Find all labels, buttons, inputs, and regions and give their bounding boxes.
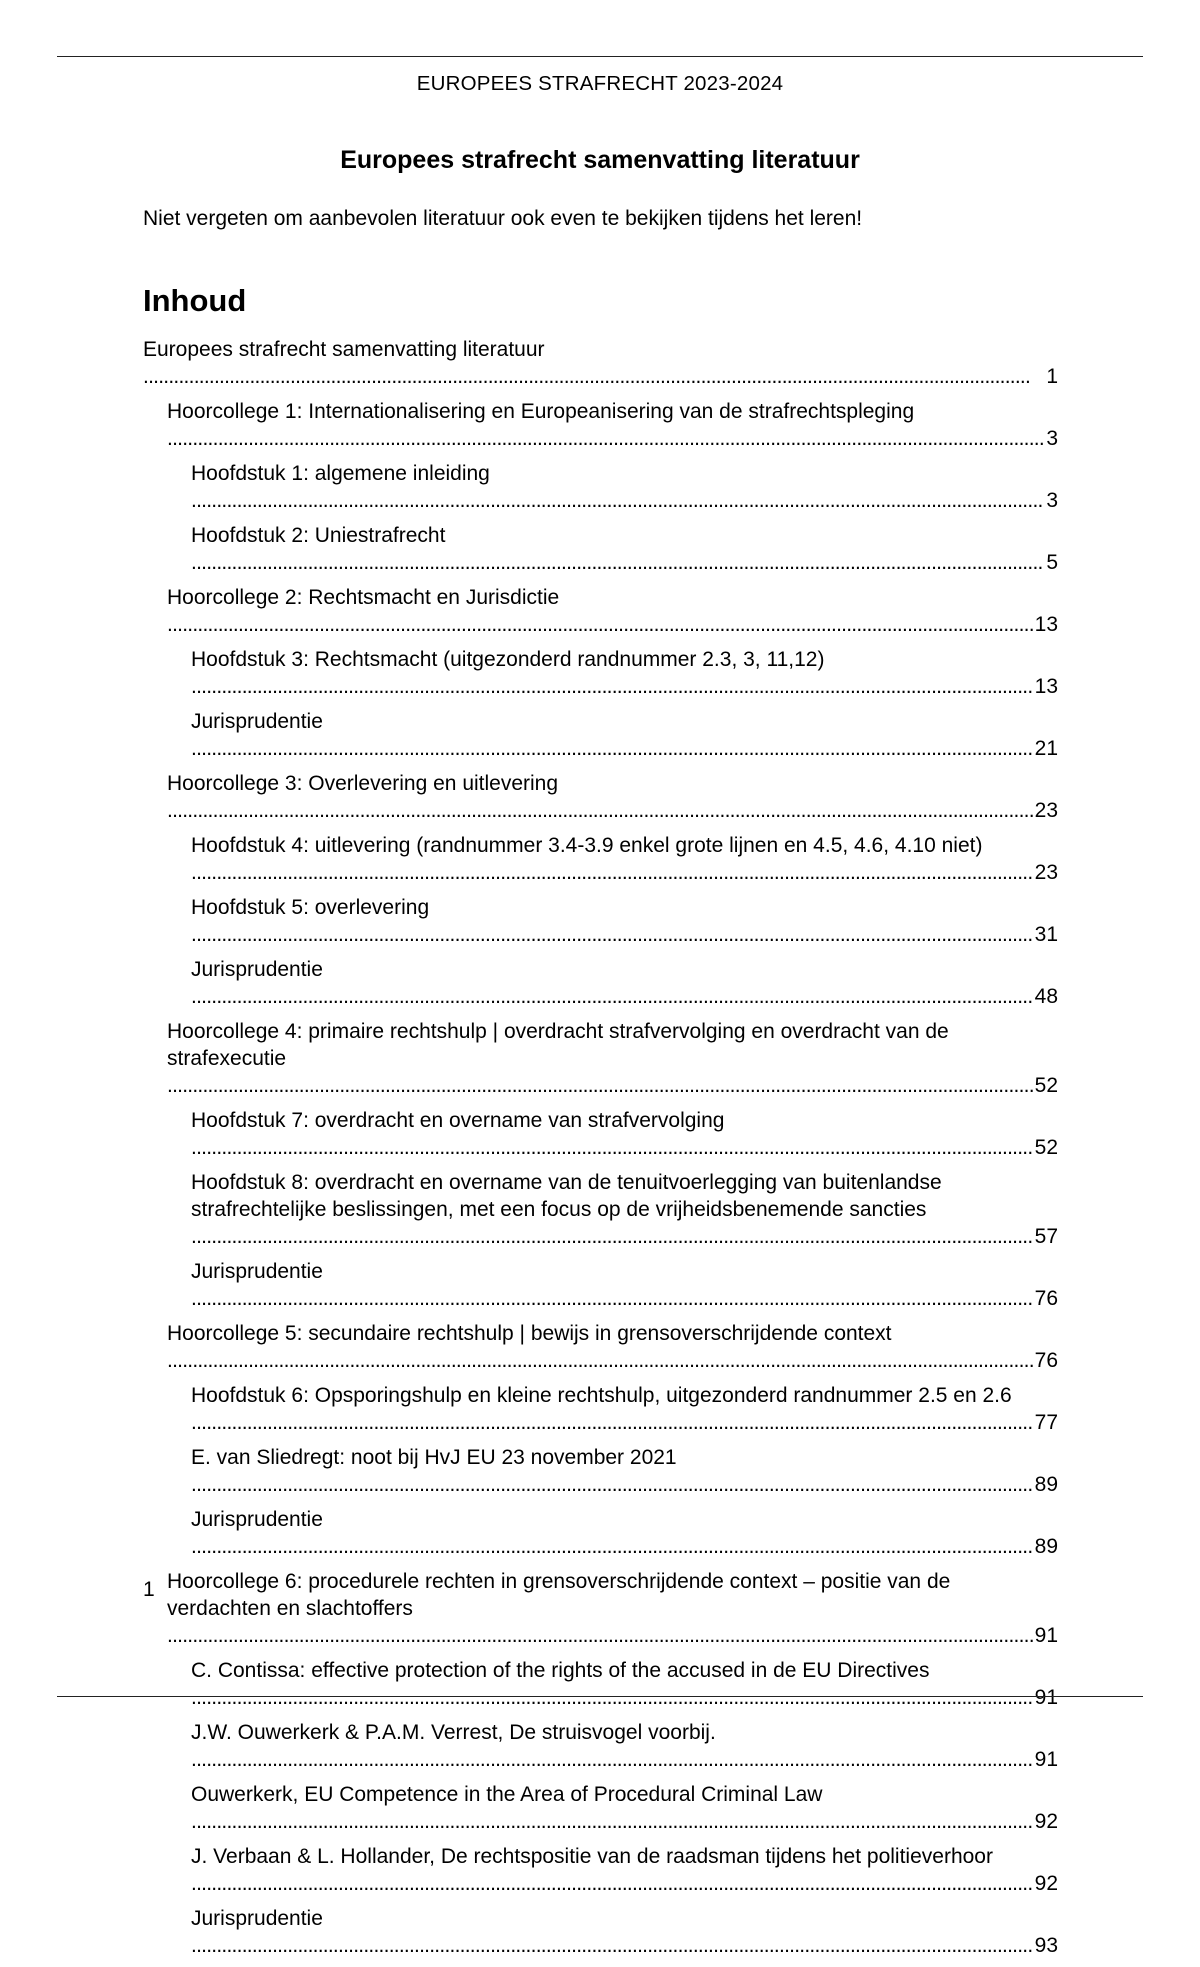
toc-dot-leader	[167, 1074, 1052, 1097]
toc-entry-page: 92	[1034, 1810, 1058, 1833]
toc-entry[interactable]	[143, 1018, 1058, 1099]
toc-entry[interactable]	[143, 1657, 1058, 1711]
toc-entry-title: Hoofdstuk 8: overdracht en overname van de tenuitvoerlegging van buitenlandse strafrechtelijke beslissingen, met een focus op de vrijheidsbenemende sancties	[191, 1171, 942, 1221]
toc-entry-page: 89	[1034, 1473, 1058, 1496]
toc-entry-page: 57	[1034, 1225, 1058, 1248]
toc-dot-leader	[191, 1748, 1058, 1771]
toc-dot-leader	[167, 1349, 1052, 1372]
toc-entry-title: Hoorcollege 2: Rechtsmacht en Jurisdictie	[167, 586, 560, 609]
toc-entry[interactable]	[143, 1905, 1058, 1959]
toc-entry-title: Europees strafrecht samenvatting literatuur	[143, 338, 545, 361]
toc-dot-leader	[191, 675, 1058, 698]
toc-entry-page: 31	[1034, 923, 1058, 946]
page-number: 1	[143, 1578, 155, 1601]
toc-entry[interactable]	[143, 1382, 1058, 1436]
toc-dot-leader	[191, 1136, 1058, 1159]
toc-entry-page: 3	[1046, 489, 1058, 512]
toc-entry-title: Hoofdstuk 5: overlevering	[191, 896, 430, 919]
toc-dot-leader	[191, 489, 1058, 512]
toc-dot-leader	[191, 1810, 1058, 1833]
toc-entry-title: Jurisprudentie	[191, 958, 323, 981]
toc-dot-leader	[191, 861, 1058, 884]
toc-entry[interactable]	[143, 956, 1058, 1010]
toc-entry-title: Hoofdstuk 4: uitlevering (randnummer 3.4-3.9 enkel grote lijnen en 4.5, 4.6, 4.10 niet)	[191, 834, 983, 857]
toc-entry-title: Hoorcollege 6: procedurele rechten in grensoverschrijdende context – positie van de verdachten en slachtoffers	[167, 1570, 951, 1620]
toc-entry[interactable]	[143, 646, 1058, 700]
toc-entry-title: Jurisprudentie	[191, 1508, 323, 1531]
toc-entry-page: 91	[1034, 1748, 1058, 1771]
toc-dot-leader	[191, 1411, 1058, 1434]
toc-dot-leader	[191, 1287, 1058, 1310]
intro-paragraph: Niet vergeten om aanbevolen literatuur ook even te bekijken tijdens het leren!	[143, 207, 863, 230]
running-header: EUROPEES STRAFRECHT 2023-2024	[416, 72, 784, 95]
toc-dot-leader	[191, 985, 1058, 1008]
toc-entry-title: J. Verbaan & L. Hollander, De rechtspositie van de raadsman tijdens het politieverhoor	[191, 1845, 993, 1868]
toc-entry[interactable]	[143, 1320, 1058, 1374]
toc-entry[interactable]	[143, 1506, 1058, 1560]
toc-entry-page: 76	[1034, 1287, 1058, 1310]
toc-entry[interactable]	[143, 398, 1058, 452]
toc-entry[interactable]	[143, 1169, 1058, 1250]
toc-entry[interactable]	[143, 770, 1058, 824]
footer-rule	[57, 1696, 1143, 1697]
toc-entry-page: 77	[1034, 1411, 1058, 1434]
toc-entry-page: 5	[1046, 551, 1058, 574]
toc-entry-title: Hoofdstuk 3: Rechtsmacht (uitgezonderd randnummer 2.3, 3, 11,12)	[191, 648, 825, 671]
toc-entry-title: E. van Sliedregt: noot bij HvJ EU 23 november 2021	[191, 1446, 677, 1469]
toc-entry[interactable]	[143, 894, 1058, 948]
header-rule	[57, 56, 1143, 57]
toc-entry[interactable]	[143, 1781, 1058, 1835]
toc-entry-title: Jurisprudentie	[191, 1260, 323, 1283]
toc-entry-page: 1	[1046, 365, 1058, 388]
toc-dot-leader	[191, 1686, 1058, 1709]
toc-dot-leader	[191, 1535, 1058, 1558]
toc-entry-page: 3	[1046, 427, 1058, 450]
toc-entry[interactable]	[143, 708, 1058, 762]
toc-entry-title: Jurisprudentie	[191, 1907, 323, 1930]
toc-entry-title: C. Contissa: effective protection of the rights of the accused in de EU Directives	[191, 1659, 930, 1682]
toc-entry[interactable]	[143, 522, 1058, 576]
toc-entry-page: 23	[1034, 861, 1058, 884]
toc-dot-leader	[191, 1934, 1058, 1957]
toc-entry[interactable]	[143, 1568, 1058, 1649]
toc-dot-leader	[191, 1872, 1058, 1895]
toc-dot-leader	[191, 1473, 1058, 1496]
toc-entry-title: Hoorcollege 4: primaire rechtshulp | overdracht strafvervolging en overdracht van de strafexecutie	[167, 1020, 949, 1070]
toc-entry-title: Ouwerkerk, EU Competence in the Area of Procedural Criminal Law	[191, 1783, 823, 1806]
toc-entry-title: Hoofdstuk 1: algemene inleiding	[191, 462, 490, 485]
toc-entry-page: 23	[1034, 799, 1058, 822]
toc-entry[interactable]	[143, 584, 1058, 638]
toc-entry[interactable]	[143, 460, 1058, 514]
toc-entry[interactable]	[143, 1107, 1058, 1161]
toc-entry-page: 92	[1034, 1872, 1058, 1895]
toc-entry-title: Jurisprudentie	[191, 710, 323, 733]
toc-entry-page: 91	[1034, 1624, 1058, 1647]
toc-dot-leader	[167, 613, 1052, 636]
toc-dot-leader	[143, 365, 1028, 388]
toc-entry[interactable]	[143, 1719, 1058, 1773]
toc-dot-leader	[167, 427, 1052, 450]
toc-entry-page: 52	[1034, 1136, 1058, 1159]
toc-entry-page: 48	[1034, 985, 1058, 1008]
toc-entry-page: 76	[1034, 1349, 1058, 1372]
toc-entry-title: Hoofdstuk 2: Uniestrafrecht	[191, 524, 446, 547]
toc-entry-page: 93	[1034, 1934, 1058, 1957]
toc-dot-leader	[167, 799, 1052, 822]
toc-entry[interactable]	[143, 1444, 1058, 1498]
table-of-contents	[143, 336, 1058, 1967]
toc-entry-page: 13	[1034, 613, 1058, 636]
toc-entry-title: Hoorcollege 1: Internationalisering en Europeanisering van de strafrechtspleging	[167, 400, 915, 423]
toc-entry-page: 91	[1034, 1686, 1058, 1709]
toc-entry-title: J.W. Ouwerkerk & P.A.M. Verrest, De struisvogel voorbij.	[191, 1721, 716, 1744]
toc-entry-title: Hoorcollege 5: secundaire rechtshulp | bewijs in grensoverschrijdende context	[167, 1322, 892, 1345]
toc-heading: Inhoud	[143, 283, 247, 318]
document-title: Europees strafrecht samenvatting literatuur	[340, 146, 860, 174]
toc-entry-title: Hoofdstuk 7: overdracht en overname van strafvervolging	[191, 1109, 725, 1132]
toc-entry[interactable]	[143, 336, 1058, 390]
toc-entry-title: Hoorcollege 3: Overlevering en uitlevering	[167, 772, 559, 795]
toc-dot-leader	[191, 551, 1058, 574]
toc-dot-leader	[191, 923, 1058, 946]
toc-entry-title: Hoofdstuk 6: Opsporingshulp en kleine rechtshulp, uitgezonderd randnummer 2.5 en 2.6	[191, 1384, 1012, 1407]
toc-entry[interactable]	[143, 1258, 1058, 1312]
toc-entry-page: 89	[1034, 1535, 1058, 1558]
toc-entry-page: 13	[1034, 675, 1058, 698]
toc-entry-page: 52	[1034, 1074, 1058, 1097]
toc-dot-leader	[191, 1225, 1058, 1248]
toc-entry-page: 21	[1034, 737, 1058, 760]
toc-entry[interactable]	[143, 1843, 1058, 1897]
toc-entry[interactable]	[143, 832, 1058, 886]
toc-dot-leader	[191, 737, 1058, 760]
toc-dot-leader	[167, 1624, 1052, 1647]
